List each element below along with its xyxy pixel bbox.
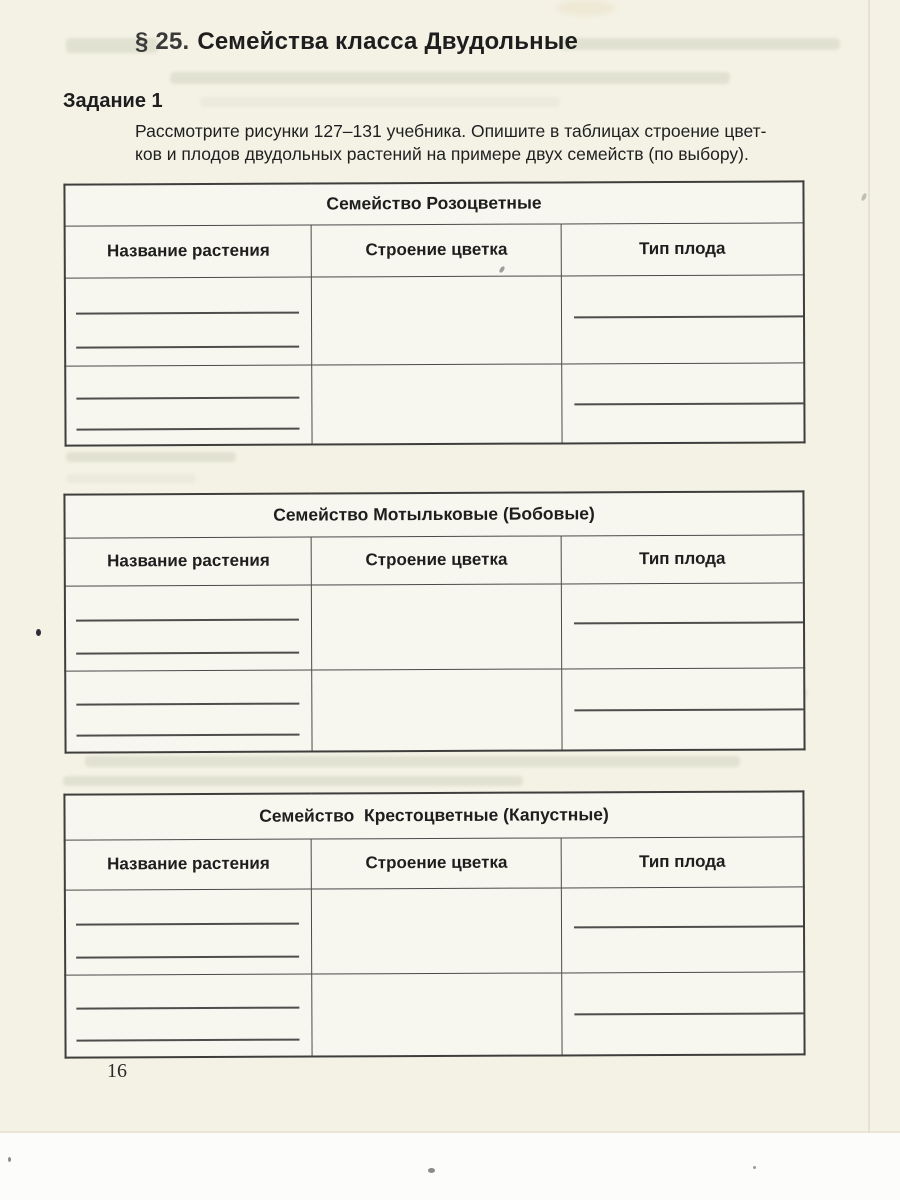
column-header-flower-structure: Строение цветка bbox=[311, 837, 561, 888]
blank-answer-line bbox=[76, 923, 299, 926]
task-heading: Задание 1 bbox=[63, 90, 163, 112]
ink-speck bbox=[428, 1168, 435, 1173]
column-header-flower-structure: Строение цветка bbox=[311, 535, 561, 584]
blank-answer-line bbox=[76, 651, 299, 654]
bleedthrough-smudge bbox=[170, 72, 730, 84]
blank-answer-line bbox=[575, 708, 804, 711]
task-instruction bbox=[135, 120, 783, 166]
blank-answer-line bbox=[574, 315, 803, 318]
family-table-fabaceae bbox=[63, 490, 805, 753]
column-header-fruit-type: Тип плода bbox=[561, 836, 804, 887]
page-edge-crease bbox=[868, 0, 870, 1133]
column-header-plant-name: Название растения bbox=[65, 839, 312, 890]
table-title: Семейство Крестоцветные (Капустные) bbox=[64, 791, 803, 839]
blank-answer-line bbox=[575, 1013, 804, 1016]
blank-answer-line bbox=[76, 702, 299, 705]
cell-plant-name bbox=[65, 670, 312, 753]
cell-flower-structure bbox=[312, 972, 562, 1056]
cell-flower-structure bbox=[312, 275, 562, 364]
blank-answer-line bbox=[76, 312, 299, 315]
cell-flower-structure bbox=[312, 668, 562, 751]
section-number: § 25. bbox=[135, 28, 190, 55]
page-number: 16 bbox=[107, 1060, 127, 1082]
blank-answer-line bbox=[76, 346, 299, 349]
bleedthrough-smudge bbox=[66, 474, 196, 483]
bleedthrough-smudge bbox=[63, 776, 523, 786]
cell-plant-name bbox=[65, 974, 312, 1058]
family-table-brassicaceae bbox=[63, 790, 805, 1058]
ink-speck bbox=[753, 1166, 756, 1169]
blank-answer-line bbox=[76, 1007, 299, 1010]
instruction-line-2: ков и плодов двудольных растений на примере двух семейств (по выбору). bbox=[135, 144, 749, 164]
column-header-flower-structure: Строение цветка bbox=[311, 223, 561, 276]
cell-flower-structure bbox=[312, 887, 562, 973]
blank-answer-line bbox=[574, 622, 803, 625]
family-table-rosaceae bbox=[63, 180, 805, 446]
blank-answer-line bbox=[76, 1038, 299, 1041]
blank-answer-line bbox=[76, 619, 299, 622]
column-header-plant-name: Название растения bbox=[65, 225, 312, 278]
blank-answer-line bbox=[76, 734, 299, 737]
column-header-plant-name: Название растения bbox=[65, 537, 312, 586]
blank-answer-line bbox=[76, 955, 299, 958]
cell-plant-name bbox=[65, 277, 312, 366]
blank-answer-line bbox=[574, 926, 803, 929]
table-title: Семейство Розоцветные bbox=[64, 181, 803, 225]
cell-plant-name bbox=[65, 585, 312, 671]
ink-speck bbox=[36, 629, 41, 636]
bleedthrough-smudge bbox=[66, 452, 236, 462]
cell-plant-name bbox=[65, 365, 312, 446]
table-title: Семейство Мотыльковые (Бобовые) bbox=[64, 491, 803, 537]
column-header-fruit-type: Тип плода bbox=[561, 222, 804, 275]
blank-answer-line bbox=[76, 396, 299, 399]
cell-fruit-type bbox=[562, 971, 805, 1055]
bleedthrough-smudge bbox=[560, 38, 840, 50]
cell-fruit-type bbox=[562, 667, 805, 750]
ink-speck bbox=[860, 193, 867, 202]
blank-answer-line bbox=[575, 402, 804, 405]
cell-flower-structure bbox=[312, 583, 562, 669]
scan-smudge bbox=[556, 0, 616, 16]
cell-fruit-type bbox=[561, 886, 804, 972]
cell-fruit-type bbox=[561, 274, 804, 363]
column-header-fruit-type: Тип плода bbox=[561, 534, 804, 583]
section-title-text: Семейства класса Двудольные bbox=[197, 28, 579, 55]
cell-flower-structure bbox=[312, 363, 562, 444]
cell-fruit-type bbox=[562, 362, 805, 443]
bleedthrough-smudge bbox=[85, 756, 740, 767]
instruction-line-1: Рассмотрите рисунки 127–131 учебника. Опишите в таблицах строение цвет- bbox=[135, 121, 767, 141]
cell-fruit-type bbox=[561, 582, 804, 668]
blank-answer-line bbox=[76, 427, 299, 430]
section-title bbox=[135, 28, 578, 56]
bleedthrough-smudge bbox=[200, 97, 560, 107]
ink-speck bbox=[8, 1157, 11, 1162]
cell-plant-name bbox=[65, 889, 312, 975]
